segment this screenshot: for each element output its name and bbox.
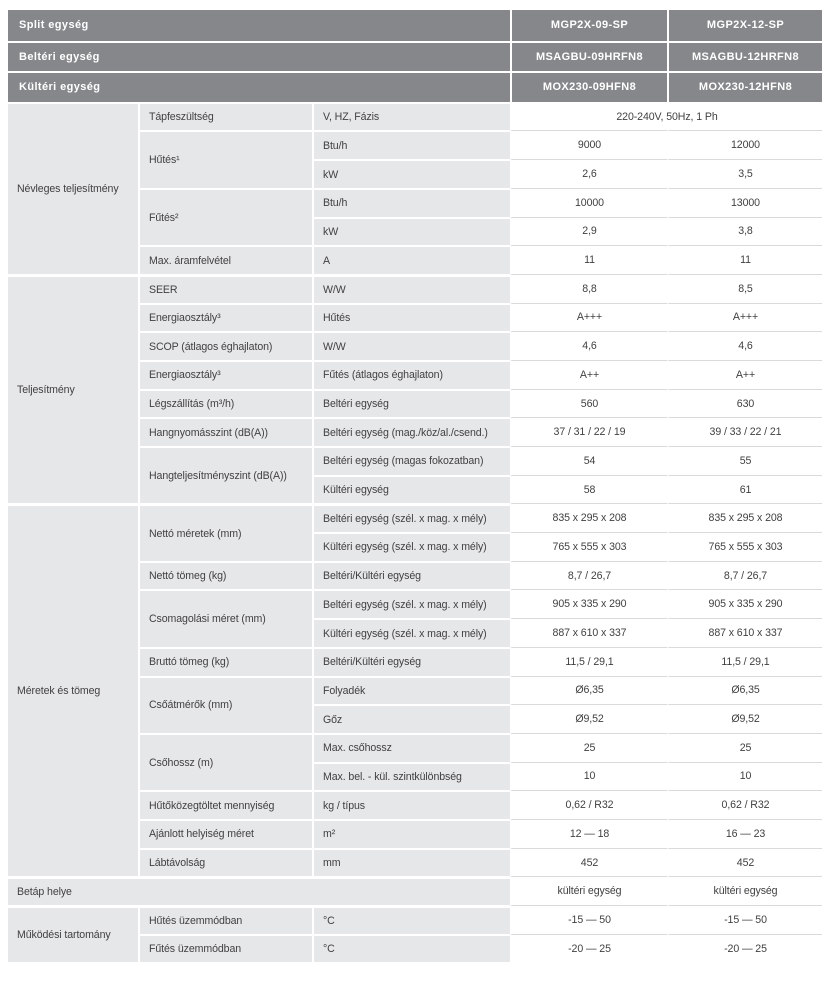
spec-detail: Kültéri egység xyxy=(312,475,510,504)
spec-value: -20 — 25 xyxy=(510,934,667,963)
spec-detail: kW xyxy=(312,217,510,246)
spec-value: 905 x 335 x 290 xyxy=(667,589,822,618)
spec-detail: °C xyxy=(312,905,510,934)
spec-value: 560 xyxy=(510,389,667,418)
spec-name: Hűtőközegtöltet mennyiség xyxy=(138,790,312,819)
spec-value: 4,6 xyxy=(510,331,667,360)
spec-value: 765 x 555 x 303 xyxy=(667,532,822,561)
header-row-label: Split egység xyxy=(8,10,510,41)
spec-value: 452 xyxy=(510,848,667,877)
spec-name: Fűtés üzemmódban xyxy=(138,934,312,963)
header-row-label: Kültéri egység xyxy=(8,71,510,102)
spec-value: Ø9,52 xyxy=(510,704,667,733)
spec-name: Bruttó tömeg (kg) xyxy=(138,647,312,676)
spec-value: 2,6 xyxy=(510,159,667,188)
model-cell: MOX230-12HFN8 xyxy=(667,71,822,102)
spec-name: Lábtávolság xyxy=(138,848,312,877)
spec-value: 887 x 610 x 337 xyxy=(510,618,667,647)
spec-detail: Beltéri/Kültéri egység xyxy=(312,647,510,676)
spec-name: Tápfeszültség xyxy=(138,102,312,131)
spec-detail: kW xyxy=(312,159,510,188)
spec-value: 11 xyxy=(510,245,667,274)
spec-name: SCOP (átlagos éghajlaton) xyxy=(138,331,312,360)
spec-value: 12000 xyxy=(667,130,822,159)
spec-name: Fűtés² xyxy=(138,188,312,245)
spec-value: 0,62 / R32 xyxy=(667,790,822,819)
spec-detail: Beltéri egység (szél. x mag. x mély) xyxy=(312,503,510,532)
section-label: Névleges teljesítmény xyxy=(8,102,138,274)
spec-table xyxy=(8,10,822,962)
spec-value: A+++ xyxy=(510,303,667,332)
spec-name: Energiaosztály³ xyxy=(138,360,312,389)
spec-value: 58 xyxy=(510,475,667,504)
spec-value: 220-240V, 50Hz, 1 Ph xyxy=(510,102,822,131)
spec-name: Ajánlott helyiség méret xyxy=(138,819,312,848)
spec-detail: Fűtés (átlagos éghajlaton) xyxy=(312,360,510,389)
spec-detail: V, HZ, Fázis xyxy=(312,102,510,131)
spec-value: 3,5 xyxy=(667,159,822,188)
spec-detail: A xyxy=(312,245,510,274)
spec-value: 630 xyxy=(667,389,822,418)
spec-value: 452 xyxy=(667,848,822,877)
spec-value: Ø9,52 xyxy=(667,704,822,733)
spec-detail: kg / típus xyxy=(312,790,510,819)
model-cell: MSAGBU-12HRFN8 xyxy=(667,41,822,72)
spec-value: Ø6,35 xyxy=(667,676,822,705)
header-row-outdoor-unit xyxy=(8,71,822,102)
spec-value: 55 xyxy=(667,446,822,475)
spec-value: 39 / 33 / 22 / 21 xyxy=(667,417,822,446)
spec-value: 12 — 18 xyxy=(510,819,667,848)
model-cell: MGP2X-12-SP xyxy=(667,10,822,41)
spec-value: 13000 xyxy=(667,188,822,217)
spec-row xyxy=(8,503,822,532)
spec-value: kültéri egység xyxy=(667,876,822,905)
model-cell: MOX230-09HFN8 xyxy=(510,71,667,102)
spec-value: 8,8 xyxy=(510,274,667,303)
spec-value: 8,5 xyxy=(667,274,822,303)
section-label: Betáp helye xyxy=(8,876,510,905)
spec-name: Max. áramfelvétel xyxy=(138,245,312,274)
spec-detail: mm xyxy=(312,848,510,877)
spec-row xyxy=(8,905,822,934)
spec-value: 3,8 xyxy=(667,217,822,246)
spec-name: Csomagolási méret (mm) xyxy=(138,589,312,646)
header-row-indoor-unit xyxy=(8,41,822,72)
spec-value: 4,6 xyxy=(667,331,822,360)
header-row-split-unit xyxy=(8,10,822,41)
spec-detail: Btu/h xyxy=(312,130,510,159)
spec-value: 25 xyxy=(667,733,822,762)
spec-detail: Beltéri egység xyxy=(312,389,510,418)
spec-value: kültéri egység xyxy=(510,876,667,905)
spec-detail: W/W xyxy=(312,274,510,303)
spec-name: SEER xyxy=(138,274,312,303)
spec-detail: Folyadék xyxy=(312,676,510,705)
spec-name: Légszállítás (m³/h) xyxy=(138,389,312,418)
spec-value: 2,9 xyxy=(510,217,667,246)
spec-value: -15 — 50 xyxy=(510,905,667,934)
spec-value: 8,7 / 26,7 xyxy=(510,561,667,590)
header-row-label: Beltéri egység xyxy=(8,41,510,72)
spec-detail: Hűtés xyxy=(312,303,510,332)
spec-value: 10000 xyxy=(510,188,667,217)
spec-detail: °C xyxy=(312,934,510,963)
spec-value: 905 x 335 x 290 xyxy=(510,589,667,618)
spec-detail: Beltéri egység (szél. x mag. x mély) xyxy=(312,589,510,618)
spec-row xyxy=(8,274,822,303)
spec-name: Hangnyomásszint (dB(A)) xyxy=(138,417,312,446)
spec-value: 835 x 295 x 208 xyxy=(510,503,667,532)
spec-row xyxy=(8,876,822,905)
spec-detail: Gőz xyxy=(312,704,510,733)
spec-value: 37 / 31 / 22 / 19 xyxy=(510,417,667,446)
spec-detail: Beltéri/Kültéri egység xyxy=(312,561,510,590)
spec-row xyxy=(8,102,822,131)
section-label: Méretek és tömeg xyxy=(8,503,138,876)
spec-name: Hangteljesítményszint (dB(A)) xyxy=(138,446,312,503)
spec-detail: Kültéri egység (szél. x mag. x mély) xyxy=(312,618,510,647)
spec-name: Energiaosztály³ xyxy=(138,303,312,332)
spec-value: -20 — 25 xyxy=(667,934,822,963)
spec-value: 16 — 23 xyxy=(667,819,822,848)
spec-detail: Max. bel. - kül. szintkülönbség xyxy=(312,762,510,791)
spec-detail: m² xyxy=(312,819,510,848)
section-label: Működési tartomány xyxy=(8,905,138,962)
spec-value: 11,5 / 29,1 xyxy=(667,647,822,676)
spec-value: 11 xyxy=(667,245,822,274)
model-cell: MSAGBU-09HRFN8 xyxy=(510,41,667,72)
model-cell: MGP2X-09-SP xyxy=(510,10,667,41)
spec-name: Hűtés üzemmódban xyxy=(138,905,312,934)
spec-detail: Kültéri egység (szél. x mag. x mély) xyxy=(312,532,510,561)
spec-value: 835 x 295 x 208 xyxy=(667,503,822,532)
spec-value: 765 x 555 x 303 xyxy=(510,532,667,561)
spec-detail: Beltéri egység (mag./köz/al./csend.) xyxy=(312,417,510,446)
spec-value: 25 xyxy=(510,733,667,762)
spec-value: 8,7 / 26,7 xyxy=(667,561,822,590)
spec-value: A++ xyxy=(667,360,822,389)
spec-detail: Btu/h xyxy=(312,188,510,217)
spec-name: Csőhossz (m) xyxy=(138,733,312,790)
spec-value: 887 x 610 x 337 xyxy=(667,618,822,647)
spec-value: 10 xyxy=(510,762,667,791)
spec-value: 0,62 / R32 xyxy=(510,790,667,819)
section-label: Teljesítmény xyxy=(8,274,138,504)
spec-value: A++ xyxy=(510,360,667,389)
spec-name: Csőátmérők (mm) xyxy=(138,676,312,733)
spec-value: 9000 xyxy=(510,130,667,159)
spec-name: Nettó tömeg (kg) xyxy=(138,561,312,590)
spec-value: 10 xyxy=(667,762,822,791)
spec-value: Ø6,35 xyxy=(510,676,667,705)
spec-value: -15 — 50 xyxy=(667,905,822,934)
spec-detail: Beltéri egység (magas fokozatban) xyxy=(312,446,510,475)
spec-value: 11,5 / 29,1 xyxy=(510,647,667,676)
spec-detail: W/W xyxy=(312,331,510,360)
spec-name: Hűtés¹ xyxy=(138,130,312,187)
spec-detail: Max. csőhossz xyxy=(312,733,510,762)
spec-value: 54 xyxy=(510,446,667,475)
spec-value: 61 xyxy=(667,475,822,504)
spec-name: Nettó méretek (mm) xyxy=(138,503,312,560)
spec-value: A+++ xyxy=(667,303,822,332)
